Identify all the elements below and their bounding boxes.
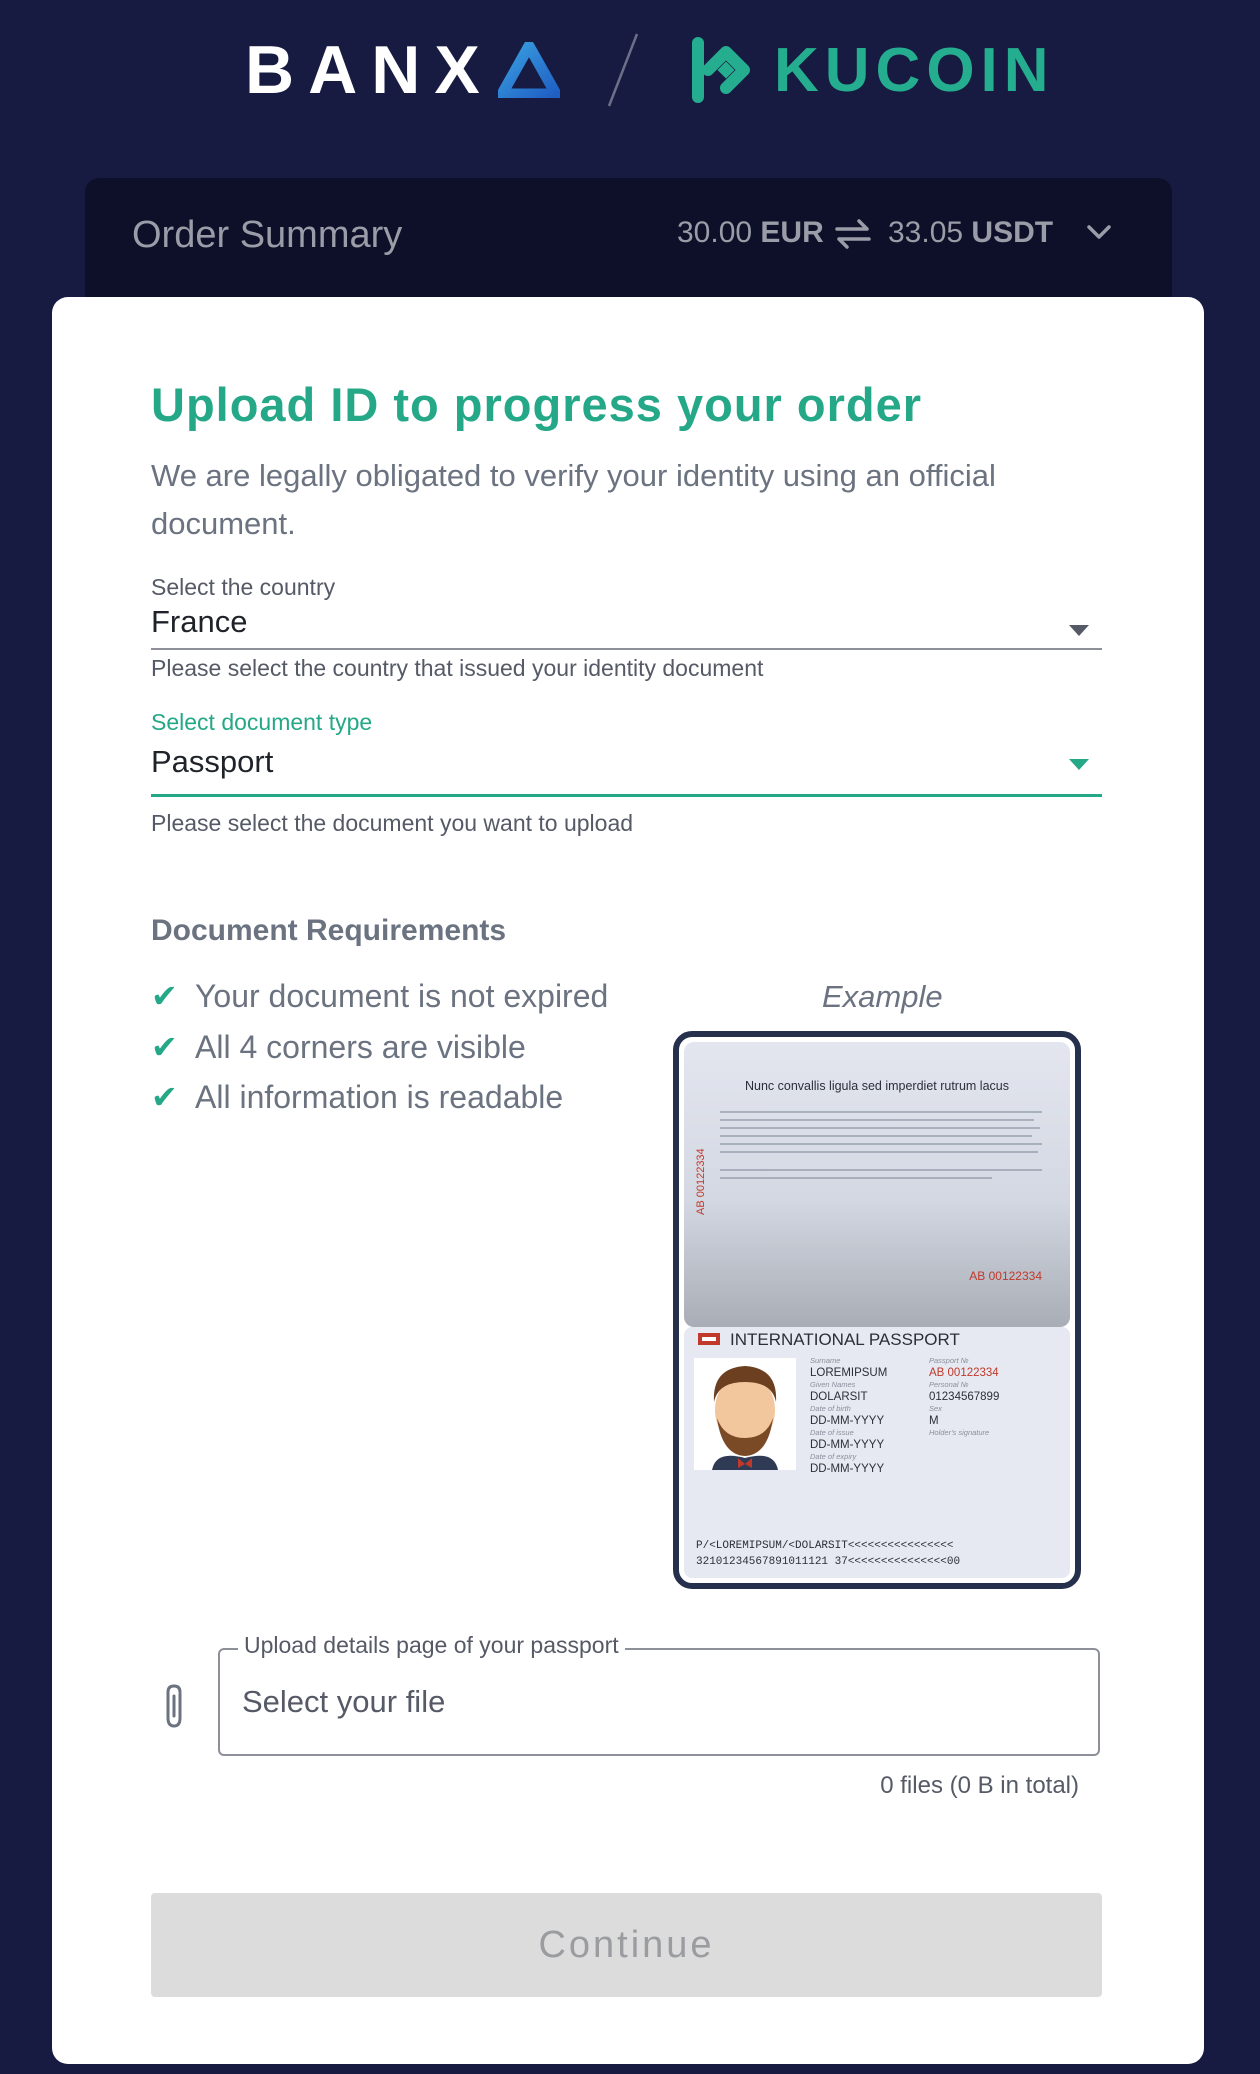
document-type-field-help: Please select the document you want to upload [151, 810, 634, 836]
files-count: 0 files (0 B in total) [880, 1772, 1079, 1799]
check-icon: ✔ [151, 1029, 178, 1065]
country-select-value[interactable]: France [151, 604, 248, 639]
svg-text:AB 00122334: AB 00122334 [929, 1367, 999, 1379]
order-from-amount: 30.00 EUR [677, 216, 824, 249]
svg-text:Date of expiry: Date of expiry [810, 1452, 857, 1461]
upload-field-label: Upload details page of your passport [238, 1632, 625, 1659]
upload-placeholder: Select your file [242, 1684, 446, 1719]
svg-text:Nunc convallis ligula sed impe: Nunc convallis ligula sed imperdiet rutrum lacus [744, 1079, 1010, 1093]
svg-text:P/<LOREMIPSUM/<DOLARSIT<<<<<<<: P/<LOREMIPSUM/<DOLARSIT<<<<<<<<<<<<<<<< [696, 1540, 954, 1552]
logo-divider [603, 30, 643, 110]
document-type-select-underline [151, 794, 1102, 797]
example-passport-image [672, 1030, 1082, 1590]
svg-text:AB 00122334: AB 00122334 [969, 1269, 1042, 1283]
document-type-dropdown-arrow-icon[interactable] [1069, 759, 1089, 770]
file-upload-input[interactable] [218, 1632, 1100, 1756]
svg-text:DD-MM-YYYY: DD-MM-YYYY [810, 1439, 885, 1451]
svg-text:Date of issue: Date of issue [810, 1428, 854, 1437]
banxa-logo-text: BANX [245, 32, 494, 108]
check-icon: ✔ [151, 978, 178, 1014]
continue-button[interactable]: Continue [151, 1893, 1102, 1997]
requirement-item: ✔ All information is readable [151, 1078, 564, 1115]
banxa-triangle-icon [498, 42, 560, 98]
svg-text:Holder's signature: Holder's signature [929, 1428, 990, 1437]
requirement-item: ✔ Your document is not expired [151, 977, 609, 1014]
svg-text:32101234567891011121 37<<<<<<<: 32101234567891011121 37<<<<<<<<<<<<<<<00 [696, 1556, 961, 1568]
country-field-help: Please select the country that issued your identity document [151, 655, 764, 681]
banxa-logo [245, 30, 560, 110]
document-type-select-value[interactable]: Passport [151, 744, 274, 779]
check-icon: ✔ [151, 1079, 178, 1115]
country-dropdown-arrow-icon[interactable] [1069, 625, 1089, 636]
requirement-item: ✔ All 4 corners are visible [151, 1028, 526, 1065]
order-summary-title: Order Summary [132, 214, 403, 256]
svg-text:DD-MM-YYYY: DD-MM-YYYY [810, 1415, 885, 1427]
svg-text:Surname: Surname [810, 1356, 841, 1365]
svg-text:M: M [929, 1415, 939, 1427]
order-to-amount: 33.05 USDT [888, 216, 1054, 249]
svg-text:Personal №: Personal № [929, 1380, 969, 1389]
paperclip-icon [160, 1682, 190, 1732]
country-field-label: Select the country [151, 574, 336, 600]
svg-text:DD-MM-YYYY: DD-MM-YYYY [810, 1463, 885, 1475]
svg-text:AB 00122334: AB 00122334 [695, 1148, 707, 1215]
document-type-field-label: Select document type [151, 709, 373, 735]
requirements-title: Document Requirements [151, 914, 507, 947]
svg-text:Date of birth: Date of birth [810, 1404, 851, 1413]
page-title: Upload ID to progress your order [151, 378, 923, 431]
svg-text:Given Names: Given Names [810, 1380, 856, 1389]
svg-text:Sex: Sex [929, 1404, 942, 1413]
svg-text:DOLARSIT: DOLARSIT [810, 1391, 868, 1403]
header [0, 0, 1260, 150]
svg-text:Passport №: Passport № [929, 1356, 969, 1365]
svg-text:LOREMIPSUM: LOREMIPSUM [810, 1367, 888, 1379]
page-description: We are legally obligated to verify your identity using an official document. [151, 458, 996, 541]
chevron-down-icon[interactable] [1085, 222, 1113, 242]
kucoin-logo-text: KUCOIN [774, 35, 1055, 105]
upload-id-card [52, 297, 1204, 2064]
svg-text:INTERNATIONAL PASSPORT: INTERNATIONAL PASSPORT [730, 1330, 960, 1349]
svg-text:01234567899: 01234567899 [929, 1391, 1000, 1403]
example-label: Example [822, 979, 943, 1014]
swap-arrows-icon [833, 218, 873, 250]
country-select-underline [151, 648, 1102, 650]
kucoin-logo [686, 30, 1055, 110]
kucoin-mark-icon [686, 35, 756, 105]
